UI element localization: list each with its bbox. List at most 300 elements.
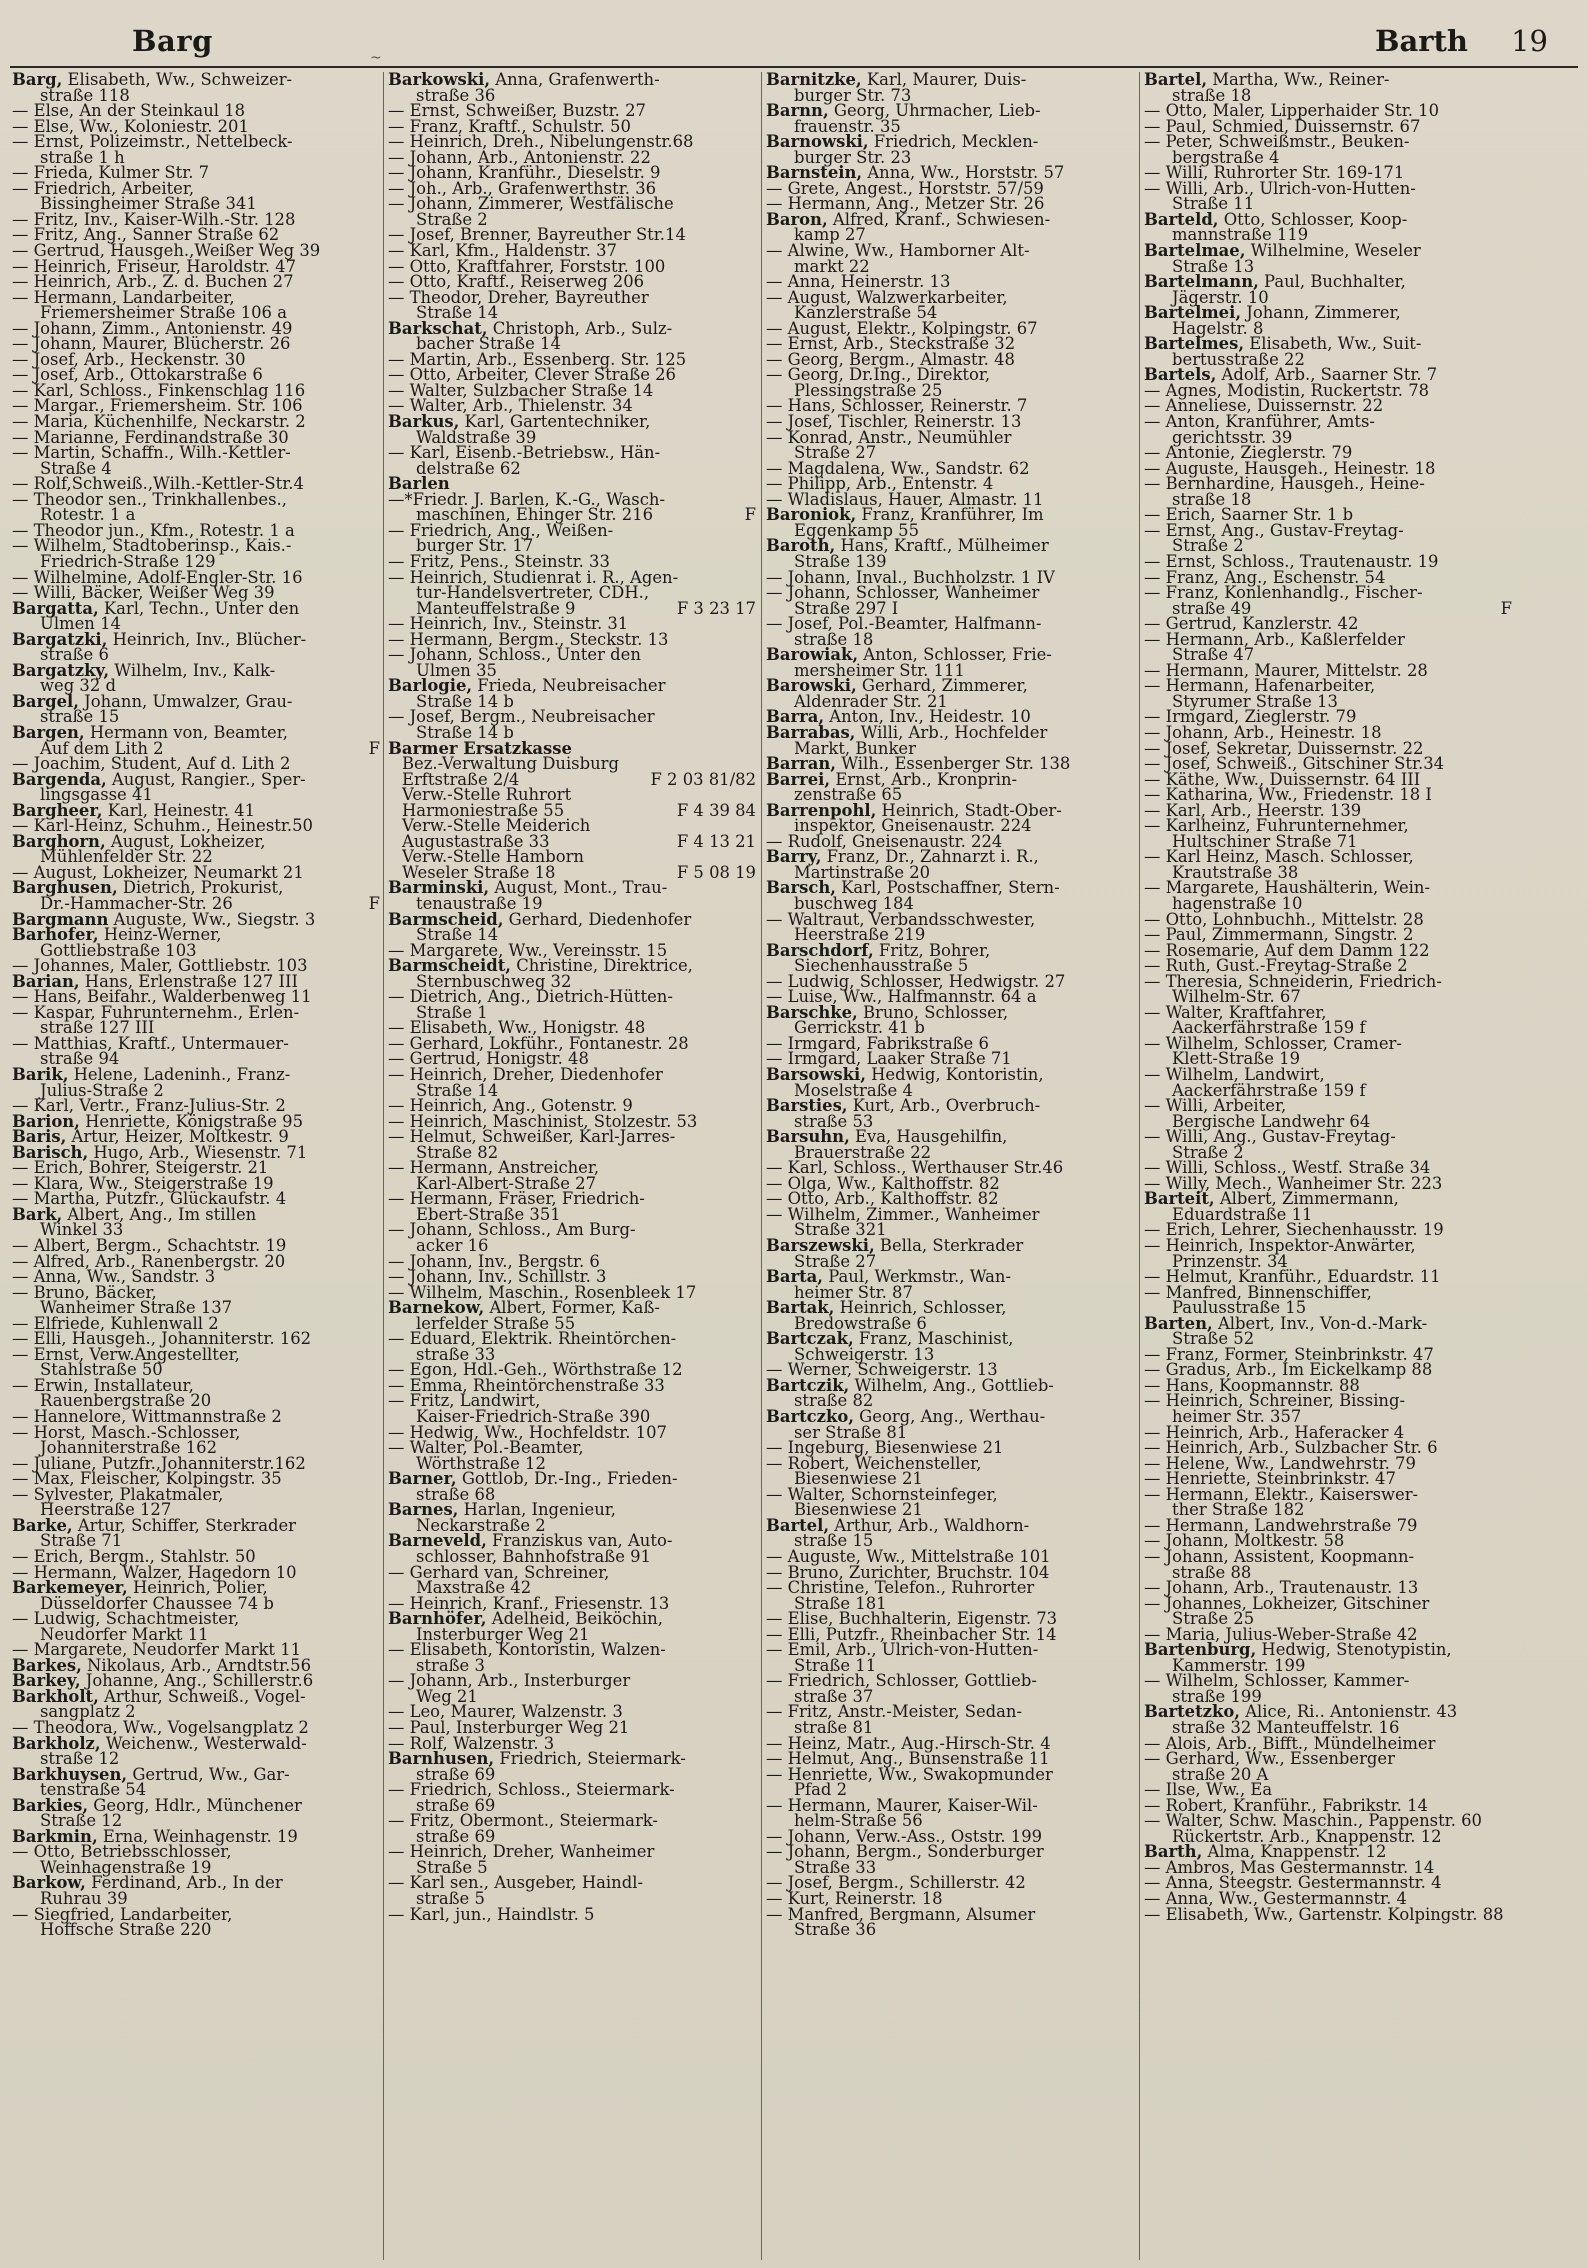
surname-heading: Bargenda, — [12, 769, 107, 789]
directory-entry-line: tur-Handelsvertreter, CDH., — [416, 583, 650, 603]
directory-entry-line: — Gradus, Arb., Im Eickelkamp 88 — [1144, 1360, 1433, 1380]
directory-entry-line: — Karl, Eisenb.-Betriebsw., Hän- — [388, 443, 661, 463]
directory-entry-line: straße 18 — [1172, 85, 1252, 105]
directory-entry-line: — Katharina, Ww., Friedenstr. 18 I — [1144, 785, 1432, 805]
surname-heading: Barsowski, — [766, 1065, 866, 1084]
directory-entry-line: —*Friedr. J. Barlen, K.-G., Wasch- — [388, 489, 665, 509]
directory-entry-line: Prinzenstr. 34 — [1172, 1251, 1288, 1271]
phone-number: F — [368, 738, 380, 758]
directory-entry-line: Barkus, Karl, Gartentechniker, — [388, 412, 651, 432]
directory-entry-line: Neudorfer Markt 11 — [40, 1624, 209, 1644]
directory-entry-line: Aldenrader Str. 21 — [794, 691, 948, 711]
surname-heading: Barlogie, — [388, 676, 473, 696]
directory-entry-line: straße 6 — [40, 645, 109, 665]
surname-heading: Barszewski, — [766, 1236, 875, 1256]
directory-entry-line: — Otto, Lohnbuchh., Mittelstr. 28 — [1144, 909, 1424, 929]
directory-entry-line: — Rudolf, Gneisenaustr. 224 — [766, 831, 1003, 851]
directory-entry-line: — Anneliese, Duissernstr. 22 — [1144, 396, 1384, 416]
header-rule — [10, 66, 1578, 68]
directory-entry-line: Johanniterstraße 162 — [40, 1438, 217, 1458]
directory-entry-line: — Johann, Zimm., Antonienstr. 49 — [12, 318, 293, 338]
directory-entry-line: — Agnes, Modistin, Ruckertstr. 78 — [1144, 380, 1430, 400]
directory-entry-line: Barteld, Otto, Schlosser, Koop- — [1144, 209, 1408, 229]
directory-entry-line: — Ludwig, Schlosser, Hedwigstr. 27 — [766, 971, 1066, 991]
directory-entry-line: — Anna, Heinerstr. 13 — [766, 272, 951, 292]
directory-entry-line: — Ambros, Mas Gestermannstr. 14 — [1144, 1857, 1435, 1877]
directory-entry-line: — Albert, Bergm., Schachtstr. 19 — [12, 1236, 287, 1256]
directory-entry-line: — Gertrud, Hausgeh.,Weißer Weg 39 — [12, 241, 321, 261]
page-header — [0, 18, 1588, 68]
directory-entry-line: — Heinrich, Arb., Sulzbacher Str. 6 — [1144, 1438, 1438, 1458]
directory-entry-line: lingsgasse 41 — [40, 785, 153, 805]
directory-entry-line: Bargatzky, Wilhelm, Inv., Kalk- — [12, 660, 276, 680]
directory-entry-line: — Johann, Verw.-Ass., Oststr. 199 — [766, 1826, 1043, 1846]
directory-entry-line: Baron, Alfred, Kranf., Schwiesen- — [766, 209, 1051, 229]
directory-entry-line: Biesenwiese 21 — [794, 1500, 923, 1520]
phone-number: F — [744, 505, 756, 525]
directory-entry-line: Bargen, Hermann von, Beamter, — [12, 722, 288, 742]
directory-entry-line: — Hermann, Ang., Metzer Str. 26 — [766, 194, 1045, 214]
directory-entry-line: — Fritz, Landwirt, — [388, 1391, 541, 1411]
surname-heading: Bartels, — [1144, 365, 1217, 385]
directory-entry-line: Bez.-Verwaltung Duisburg — [402, 754, 619, 774]
directory-entry-line: Barrabas, Willi, Arb., Hochfelder — [766, 722, 1048, 742]
surname-heading: Bartel, — [1144, 72, 1208, 89]
directory-entry-line: — Elli, Putzfr., Rheinbacher Str. 14 — [766, 1624, 1057, 1644]
directory-entry-line: F 2 03 81/82 Erftstraße 2/4 — [402, 769, 756, 789]
phone-number: F 3 23 17 — [676, 598, 756, 618]
surname-heading: Barmscheid, — [388, 909, 504, 929]
directory-entry-line: — Hermann, Maurer, Kaiser-Wil- — [766, 1795, 1038, 1815]
directory-entry-line: — Walter, Schw. Maschin., Pappenstr. 60 — [1144, 1811, 1482, 1831]
directory-entry-line: — Ruth, Gust.-Freytag-Straße 2 — [1144, 956, 1408, 976]
directory-entry-line: Straße 12 — [40, 1811, 123, 1831]
directory-entry-line: ser Straße 81 — [794, 1422, 908, 1442]
directory-entry-line: Hoffsche Straße 220 — [40, 1920, 212, 1940]
directory-entry-line: — Johann, Assistent, Koopmann- — [1144, 1546, 1415, 1566]
directory-entry-line: — Josef, Bergm., Neubreisacher — [388, 707, 655, 727]
directory-entry-line: Barkes, Nikolaus, Arb., Arndtstr.56 — [12, 1655, 312, 1675]
directory-entry-line: tenstraße 54 — [40, 1780, 147, 1800]
directory-entry-line: — Johann, Bergm., Sonderburger — [766, 1842, 1044, 1862]
directory-entry-line: — Heinrich, Maschinist, Stolzestr. 53 — [388, 1111, 698, 1131]
directory-entry-line: — Else, Ww., Koloniestr. 201 — [12, 116, 249, 136]
directory-entry-line: F Auf dem Lith 2 — [40, 738, 380, 758]
directory-entry-line: Bargmann Auguste, Ww., Siegstr. 3 — [12, 909, 316, 929]
directory-entry-line: — Leo, Maurer, Walzenstr. 3 — [388, 1702, 623, 1722]
directory-entry-line: straße 15 — [794, 1531, 874, 1551]
directory-entry-line: — Willi, Bäcker, Weißer Weg 39 — [12, 583, 275, 603]
phone-number: F 4 39 84 — [676, 800, 756, 820]
column-divider — [383, 72, 384, 2260]
directory-entry-line: — Hermann, Landwehrstraße 79 — [1144, 1515, 1418, 1535]
directory-entry-line: Kanzlerstraße 54 — [794, 303, 938, 323]
surname-heading: Bark, — [12, 1204, 63, 1224]
directory-entry-line: — Auguste, Hausgeh., Heinestr. 18 — [1144, 458, 1436, 478]
directory-entry-line: — Josef, Sekretar, Duissernstr. 22 — [1144, 738, 1424, 758]
directory-entry-line: Barghusen, Dietrich, Prokurist, — [12, 878, 284, 898]
directory-entry-line: — Georg, Bergm., Almastr. 48 — [766, 349, 1015, 369]
directory-entry-line: — Käthe, Ww., Duissernstr. 64 III — [1144, 769, 1421, 789]
directory-entry-line: Straße 82 — [416, 1142, 499, 1162]
directory-entry-line: — Peter, Schweißmstr., Beuken- — [1144, 132, 1410, 152]
directory-entry-line: Barnn, Georg, Uhrmacher, Lieb- — [766, 101, 1041, 121]
directory-entry-line: Barkow, Ferdinand, Arb., In der — [12, 1873, 283, 1893]
directory-entry-line: — Theodora, Ww., Vogelsangplatz 2 — [12, 1717, 309, 1737]
directory-entry-line: — Henriette, Steinbrinkstr. 47 — [1144, 1469, 1396, 1489]
directory-entry-line: — Paul, Zimmermann, Singstr. 2 — [1144, 925, 1414, 945]
directory-entry-line: — Willi, Ruhrorter Str. 169-171 — [1144, 163, 1405, 183]
surname-heading: Barnes, — [388, 1500, 459, 1520]
header-left-keyword: Barg — [132, 24, 213, 58]
directory-entry-line: Biesenwiese 21 — [794, 1469, 923, 1489]
directory-entry-line: Plessingstraße 25 — [794, 380, 943, 400]
directory-entry-line: Barian, Hans, Erlenstraße 127 III — [12, 971, 298, 991]
directory-entry-line: straße 37 — [794, 1686, 874, 1706]
directory-entry-line: Waldstraße 39 — [416, 427, 537, 447]
directory-entry-line: — Anna, Steegstr. Gestermannstr. 4 — [1144, 1873, 1442, 1893]
directory-entry-line: Bartel, Martha, Ww., Reiner- — [1144, 72, 1390, 89]
directory-entry-line: straße 33 — [416, 1344, 496, 1364]
directory-entry-line: Stahlstraße 50 — [40, 1360, 163, 1380]
directory-entry-line: — Ilse, Ww., Ea — [1144, 1780, 1273, 1800]
surname-heading: Barteit, — [1144, 1189, 1215, 1209]
directory-entry-line: — Friedrich, Schloss., Steiermark- — [388, 1780, 675, 1800]
directory-entry-line: — Josef, Tischler, Reinerstr. 13 — [766, 412, 1022, 432]
directory-entry-line: — Heinrich, Dreh., Nibelungenstr.68 — [388, 132, 694, 152]
directory-entry-line: helm-Straße 56 — [794, 1811, 923, 1831]
directory-entry-line: — Otto, Arbeiter, Clever Straße 26 — [388, 365, 676, 385]
directory-entry-line: — Johann, Zimmerer, Westfälische — [388, 194, 674, 214]
directory-entry-line: — Willi, Ang., Gustav-Freytag- — [1144, 1127, 1396, 1147]
surname-heading: Barnowski, — [766, 132, 869, 152]
directory-entry-line: — Martin, Arb., Essenberg. Str. 125 — [388, 349, 687, 369]
directory-entry-line: bacher Straße 14 — [416, 334, 561, 354]
directory-entry-line: — Helmut, Ang., Bunsenstraße 11 — [766, 1749, 1050, 1769]
directory-entry-line: Bartak, Heinrich, Schlosser, — [766, 1298, 1007, 1318]
surname-heading: Barghusen, — [12, 878, 118, 898]
directory-entry-line: — Antonie, Zieglerstr. 79 — [1144, 443, 1353, 463]
directory-entry-line: Barnowski, Friedrich, Mecklen- — [766, 132, 1039, 152]
surname-heading: Barsch, — [766, 878, 836, 898]
directory-entry-line: straße 69 — [416, 1795, 496, 1815]
directory-entry-line: — Waltraut, Verbandsschwester, — [766, 909, 1036, 929]
directory-entry-line: — Josef, Schweiß., Gitschiner Str.34 — [1144, 754, 1445, 774]
directory-entry-line: — August, Lokheizer, Neumarkt 21 — [12, 862, 304, 882]
surname-heading: Barschdorf, — [766, 940, 874, 960]
directory-entry-line: — Sylvester, Plakatmaler, — [12, 1484, 224, 1504]
surname-heading: Bargatta, — [12, 598, 99, 618]
surname-heading: Bargmann — [12, 909, 109, 929]
directory-entry-line: Wörthstraße 12 — [416, 1453, 546, 1473]
directory-entry-line: Jägerstr. 10 — [1172, 287, 1269, 307]
directory-entry-line: Moselstraße 4 — [794, 1080, 913, 1100]
directory-entry-line: — Maria, Küchenhilfe, Neckarstr. 2 — [12, 412, 306, 432]
directory-entry-line: Straße 47 — [1172, 645, 1255, 665]
directory-entry-line: Barisch, Hugo, Arb., Wiesenstr. 71 — [12, 1142, 308, 1162]
directory-entry-line: — Hans, Beifahr., Walderbenweg 11 — [12, 987, 312, 1007]
directory-entry-line: Karl-Albert-Straße 27 — [416, 1173, 597, 1193]
directory-entry-line: bergstraße 4 — [1172, 147, 1280, 167]
surname-heading: Bartetzko, — [1144, 1702, 1240, 1722]
directory-entry-line: — Egon, Hdl.-Geh., Wörthstraße 12 — [388, 1360, 683, 1380]
directory-entry-line: — Hermann, Fräser, Friedrich- — [388, 1189, 645, 1209]
directory-entry-line: Rauenbergstraße 20 — [40, 1391, 212, 1411]
directory-entry-line: straße 94 — [40, 1049, 120, 1069]
directory-entry-line: Martinstraße 20 — [794, 862, 931, 882]
page-number: 19 — [1511, 24, 1548, 58]
directory-entry-line: — Willi, Arb., Ulrich-von-Hutten- — [1144, 178, 1416, 198]
directory-entry-line: Wanheimer Straße 137 — [40, 1298, 233, 1318]
directory-entry-line: Aackerfährstraße 159 f — [1172, 1018, 1366, 1038]
directory-entry-line: — Grete, Angest., Horststr. 57/59 — [766, 178, 1044, 198]
directory-entry-line: — Wilhelmine, Adolf-Engler-Str. 16 — [12, 567, 303, 587]
directory-entry-line: Barhofer, Heinz-Werner, — [12, 925, 222, 945]
directory-entry-line: bertusstraße 22 — [1172, 349, 1305, 369]
directory-entry-line: — Heinrich, Studienrat i. R., Agen- — [388, 567, 679, 587]
directory-entry-line: Barlogie, Frieda, Neubreisacher — [388, 676, 666, 696]
directory-entry-line: Klett-Straße 19 — [1172, 1049, 1301, 1069]
directory-entry-line: — Margar., Friemersheim. Str. 106 — [12, 396, 303, 416]
directory-entry-line: — Else, An der Steinkaul 18 — [12, 101, 246, 121]
directory-entry-line: — Margarete, Neudorfer Markt 11 — [12, 1640, 302, 1660]
directory-entry-line: Bissingheimer Straße 341 — [40, 194, 257, 214]
directory-entry-line: — Luise, Ww., Halfmannstr. 64 a — [766, 987, 1037, 1007]
directory-entry-line: Straße 2 — [416, 209, 488, 229]
directory-entry-line: — Otto, Kraftf., Reiserweg 206 — [388, 272, 645, 292]
directory-entry-line: Barmscheidt, Christine, Direktrice, — [388, 956, 693, 976]
directory-entry-line: straße 199 — [1172, 1686, 1262, 1706]
directory-entry-line: Weinhagenstraße 19 — [40, 1857, 212, 1877]
directory-entry-line: — Martha, Putzfr., Glückaufstr. 4 — [12, 1189, 287, 1209]
directory-entry-line: — Karl, Arb., Heerstr. 139 — [1144, 800, 1362, 820]
directory-entry-line: sangplatz 2 — [40, 1702, 136, 1722]
directory-entry-line: gerichtsstr. 39 — [1172, 427, 1293, 447]
directory-entry-line: — Anna, Ww., Sandstr. 3 — [12, 1267, 216, 1287]
directory-entry-line: — Frieda, Kulmer Str. 7 — [12, 163, 210, 183]
directory-entry-line: — Hermann, Hafenarbeiter, — [1144, 676, 1376, 696]
directory-entry-line: — Walter, Kraftfahrer, — [1144, 1002, 1327, 1022]
directory-entry-line: Barkey, Johanne, Ang., Schillerstr.6 — [12, 1671, 314, 1691]
directory-entry-line: Barnhöfer, Adelheid, Beiköchin, — [388, 1609, 663, 1629]
directory-entry-line: — Robert, Weichensteller, — [766, 1453, 982, 1473]
directory-entry-line: Barkschat, Christoph, Arb., Sulz- — [388, 318, 673, 338]
directory-entry-line: Straße 321 — [794, 1220, 887, 1240]
surname-heading: Bartenburg, — [1144, 1640, 1257, 1660]
directory-entry-line: Eggenkamp 55 — [794, 520, 920, 540]
directory-entry-line: straße 81 — [794, 1717, 874, 1737]
directory-entry-line: — Elisabeth, Kontoristin, Walzen- — [388, 1640, 666, 1660]
directory-entry-line: schlosser, Bahnhofstraße 91 — [416, 1546, 651, 1566]
directory-entry-line: — Walter, Arb., Thielenstr. 34 — [388, 396, 633, 416]
directory-entry-line: Maxstraße 42 — [416, 1578, 532, 1598]
directory-entry-line: Neckarstraße 2 — [416, 1515, 546, 1535]
directory-entry-line: — Helene, Ww., Landwehrstr. 79 — [1144, 1453, 1416, 1473]
directory-entry-line: — Juliane, Putzfr.,Johanniterstr.162 — [12, 1453, 306, 1473]
directory-entry-line: burger Str. 23 — [794, 147, 912, 167]
directory-entry-line: burger Str. 73 — [794, 85, 912, 105]
surname-heading: Bartczko, — [766, 1407, 854, 1427]
surname-heading: Barry, — [766, 847, 822, 867]
directory-entry-line: delstraße 62 — [416, 458, 521, 478]
directory-entry-line: Schweigerstr. 13 — [794, 1344, 935, 1364]
directory-entry-line: — Elli, Hausgeh., Johanniterstr. 162 — [12, 1329, 312, 1349]
directory-entry-line: straße 15 — [40, 707, 120, 727]
directory-entry-line: — Erich, Bergm., Stahlstr. 50 — [12, 1546, 256, 1566]
phone-number: F 2 03 81/82 — [650, 769, 756, 789]
directory-entry-line: — Otto, Betriebsschlosser, — [12, 1842, 232, 1862]
directory-entry-line: — Ernst, Arb., Steckstraße 32 — [766, 334, 1016, 354]
directory-entry-line: — Irmgard, Laaker Straße 71 — [766, 1049, 1012, 1069]
directory-entry-line: Markt, Bunker — [794, 738, 916, 758]
directory-entry-line: Heerstraße 219 — [794, 925, 926, 945]
directory-entry-line: — Bruno, Zurichter, Bruchstr. 104 — [766, 1562, 1050, 1582]
directory-entry-line: — Ernst, Polizeimstr., Nettelbeck- — [12, 132, 293, 152]
surname-heading: Barsuhn, — [766, 1127, 850, 1147]
directory-entry-line: Straße 27 — [794, 1251, 877, 1271]
directory-entry-line: — Johann, Arb., Insterburger — [388, 1671, 631, 1691]
surname-heading: Barner, — [388, 1469, 457, 1489]
directory-entry-line: Barner, Gottlob, Dr.-Ing., Frieden- — [388, 1469, 678, 1489]
phone-number: F 5 08 19 — [676, 862, 756, 882]
directory-entry-line: hagenstraße 10 — [1172, 893, 1303, 913]
directory-entry-line: Barra, Anton, Inv., Heidestr. 10 — [766, 707, 1031, 727]
directory-entry-line: — Heinrich, Schreiner, Bissing- — [1144, 1391, 1406, 1411]
directory-entry-line: heimer Str. 87 — [794, 1282, 913, 1302]
directory-entry-line: Kammerstr. 199 — [1172, 1655, 1306, 1675]
surname-heading: Barth, — [1144, 1842, 1203, 1862]
surname-heading: Barmscheidt, — [388, 956, 511, 976]
column-1 — [12, 72, 380, 2260]
directory-entry-line: Barten, Albert, Inv., Von-d.-Mark- — [1144, 1313, 1428, 1333]
directory-entry-line: — Margarete, Ww., Vereinsstr. 15 — [388, 940, 668, 960]
surname-heading: Bargen, — [12, 722, 85, 742]
directory-entry-line: — Otto, Maler, Lipperhaider Str. 10 — [1144, 101, 1440, 121]
directory-entry-line: — Konrad, Anstr., Neumühler — [766, 427, 1012, 447]
directory-entry-line: — Franz, Konlenhandlg., Fischer- — [1144, 583, 1423, 603]
surname-heading: Barnn, — [766, 101, 829, 121]
directory-entry-line: — Hermann, Maurer, Mittelstr. 28 — [1144, 660, 1428, 680]
surname-heading: Barkschat, — [388, 318, 488, 338]
directory-entry-line: Barth, Alma, Knappenstr. 12 — [1144, 1842, 1387, 1862]
directory-entry-line: — Alfred, Arb., Ranenbergstr. 20 — [12, 1251, 286, 1271]
directory-entry-line: — Joachim, Student, Auf d. Lith 2 — [12, 754, 291, 774]
directory-entry-line: — Walter, Sulzbacher Straße 14 — [388, 380, 654, 400]
directory-entry-line: — Hermann, Bergm., Steckstr. 13 — [388, 629, 669, 649]
directory-entry-line: — Bernhardine, Hausgeh., Heine- — [1144, 474, 1425, 494]
directory-entry-line: Mühlenfelder Str. 22 — [40, 847, 213, 867]
directory-entry-line: Bartczak, Franz, Maschinist, — [766, 1329, 1014, 1349]
directory-entry-line: — Franz, Ang., Eschenstr. 54 — [1144, 567, 1386, 587]
directory-entry-line: Bartelmann, Paul, Buchhalter, — [1144, 272, 1406, 292]
directory-entry-line: Straße 4 — [40, 458, 112, 478]
directory-entry-line: — Rolf, Walzenstr. 3 — [388, 1733, 555, 1753]
surname-heading: Barnitzke, — [766, 72, 862, 89]
directory-entry-line: Bark, Albert, Ang., Im stillen — [12, 1204, 257, 1224]
surname-heading: Barrei, — [766, 769, 831, 789]
directory-entry-line: — Elise, Buchhalterin, Eigenstr. 73 — [766, 1609, 1058, 1629]
directory-entry-line: — Paul, Schmied, Duissernstr. 67 — [1144, 116, 1421, 136]
directory-entry-line: Friemersheimer Straße 106 a — [40, 303, 287, 323]
directory-entry-line: — Karl, Schloss., Werthauser Str.46 — [766, 1158, 1064, 1178]
directory-entry-line: Heerstraße 127 — [40, 1500, 172, 1520]
directory-entry-line: — Gertrud, Kanzlerstr. 42 — [1144, 614, 1359, 634]
directory-entry-line: Bredowstraße 6 — [794, 1313, 927, 1333]
surname-heading: Barlen — [388, 474, 450, 494]
directory-entry-line: Bartenburg, Hedwig, Stenotypistin, — [1144, 1640, 1452, 1660]
directory-entry-line: — Johann, Arb., Trautenaustr. 13 — [1144, 1578, 1419, 1598]
directory-entry-line: — Franz, Kraftf., Schulstr. 50 — [388, 116, 631, 136]
directory-entry-line: — Heinrich, Friseur, Haroldstr. 47 — [12, 256, 297, 276]
directory-entry-line: — Margarete, Haushälterin, Wein- — [1144, 878, 1430, 898]
directory-entry-line: Krautstraße 38 — [1172, 862, 1299, 882]
directory-entry-line: Bartelmei, Johann, Zimmerer, — [1144, 303, 1401, 323]
surname-heading: Barkies, — [12, 1795, 89, 1815]
directory-entry-line: straße 53 — [794, 1111, 874, 1131]
directory-entry-line: Straße 5 — [416, 1857, 488, 1877]
directory-entry-line: Brauerstraße 22 — [794, 1142, 932, 1162]
surname-heading: Bargatzki, — [12, 629, 108, 649]
surname-heading: Barkes, — [12, 1655, 82, 1675]
directory-entry-line: — Manfred, Binnenschiffer, — [1144, 1282, 1372, 1302]
directory-entry-line: straße 82 — [794, 1391, 874, 1411]
directory-entry-line: — Karl-Heinz, Schuhm., Heinestr.50 — [12, 816, 313, 836]
directory-entry-line: — Irmgard, Zieglerstr. 79 — [1144, 707, 1357, 727]
directory-entry-line: — Johann, Inv., Schillstr. 3 — [388, 1267, 607, 1287]
directory-entry-line: Paulusstraße 15 — [1172, 1298, 1307, 1318]
surname-heading: Barmer Ersatzkasse — [388, 738, 572, 758]
directory-entry-line: — Friedrich, Arbeiter, — [12, 178, 195, 198]
directory-entry-line: straße 12 — [40, 1749, 120, 1769]
directory-entry-line: Barmscheid, Gerhard, Diedenhofer — [388, 909, 692, 929]
directory-entry-line: — Wilhelm, Landwirt, — [1144, 1065, 1325, 1084]
directory-entry-line: — Klara, Ww., Steigerstraße 19 — [12, 1173, 274, 1193]
surname-heading: Bartelmae, — [1144, 241, 1246, 261]
directory-entry-line: — Gerhard, Ww., Essenberger — [1144, 1749, 1395, 1769]
directory-entry-line: — Ernst, Schloss., Trautenaustr. 19 — [1144, 551, 1439, 571]
directory-entry-line: — Josef, Arb., Heckenstr. 30 — [12, 349, 246, 369]
directory-entry-line: Barnes, Harlan, Ingenieur, — [388, 1500, 617, 1520]
directory-entry-line: — Helmut, Kranführ., Eduardstr. 11 — [1144, 1267, 1441, 1287]
directory-entry-line: — Heinrich, Inspektor-Anwärter, — [1144, 1236, 1416, 1256]
directory-entry-line: Rotestr. 1 a — [40, 505, 136, 525]
directory-entry-line: Friedrich-Straße 129 — [40, 551, 216, 571]
directory-entry-line: Straße 14 — [416, 303, 499, 323]
directory-entry-line: — Friedrich, Ang., Weißen- — [388, 520, 614, 540]
directory-entry-line: — Johann, Kranführ., Dieselstr. 9 — [388, 163, 661, 183]
directory-entry-line: straße 69 — [416, 1764, 496, 1784]
directory-entry-line: — Heinrich, Ang., Gotenstr. 9 — [388, 1096, 633, 1116]
directory-entry-line: — Gertrud, Honigstr. 48 — [388, 1049, 589, 1069]
directory-entry-line: — Heinrich, Dreher, Wanheimer — [388, 1842, 655, 1862]
surname-heading: Barkow, — [12, 1873, 86, 1893]
directory-entry-line: — Josef, Pol.-Beamter, Halfmann- — [766, 614, 1042, 634]
directory-entry-line: Kaiser-Friedrich-Straße 390 — [416, 1407, 651, 1427]
directory-entry-line: — Dietrich, Ang., Dietrich-Hütten- — [388, 987, 673, 1007]
header-right-keyword: Barth — [1374, 24, 1468, 58]
directory-entry-line: — August, Elektr., Kolpingstr. 67 — [766, 318, 1038, 338]
directory-entry-line: — Johann, Schloss., Am Burg- — [388, 1220, 636, 1240]
surname-heading: Barkhuysen, — [12, 1764, 128, 1784]
directory-entry-line: F 5 08 19 Weseler Straße 18 — [402, 862, 756, 882]
directory-entry-line: Barsties, Kurt, Arb., Overbruch- — [766, 1096, 1041, 1116]
surname-heading: Barnstein, — [766, 163, 863, 183]
directory-entry-line: Straße 11 — [794, 1655, 877, 1675]
directory-entry-line: — Theodor sen., Trinkhallenbes., — [12, 489, 287, 509]
directory-entry-line: Gerrickstr. 41 b — [794, 1018, 925, 1038]
directory-entry-line: Ulmen 14 — [40, 614, 121, 634]
directory-entry-line: weg 32 d — [40, 676, 116, 696]
